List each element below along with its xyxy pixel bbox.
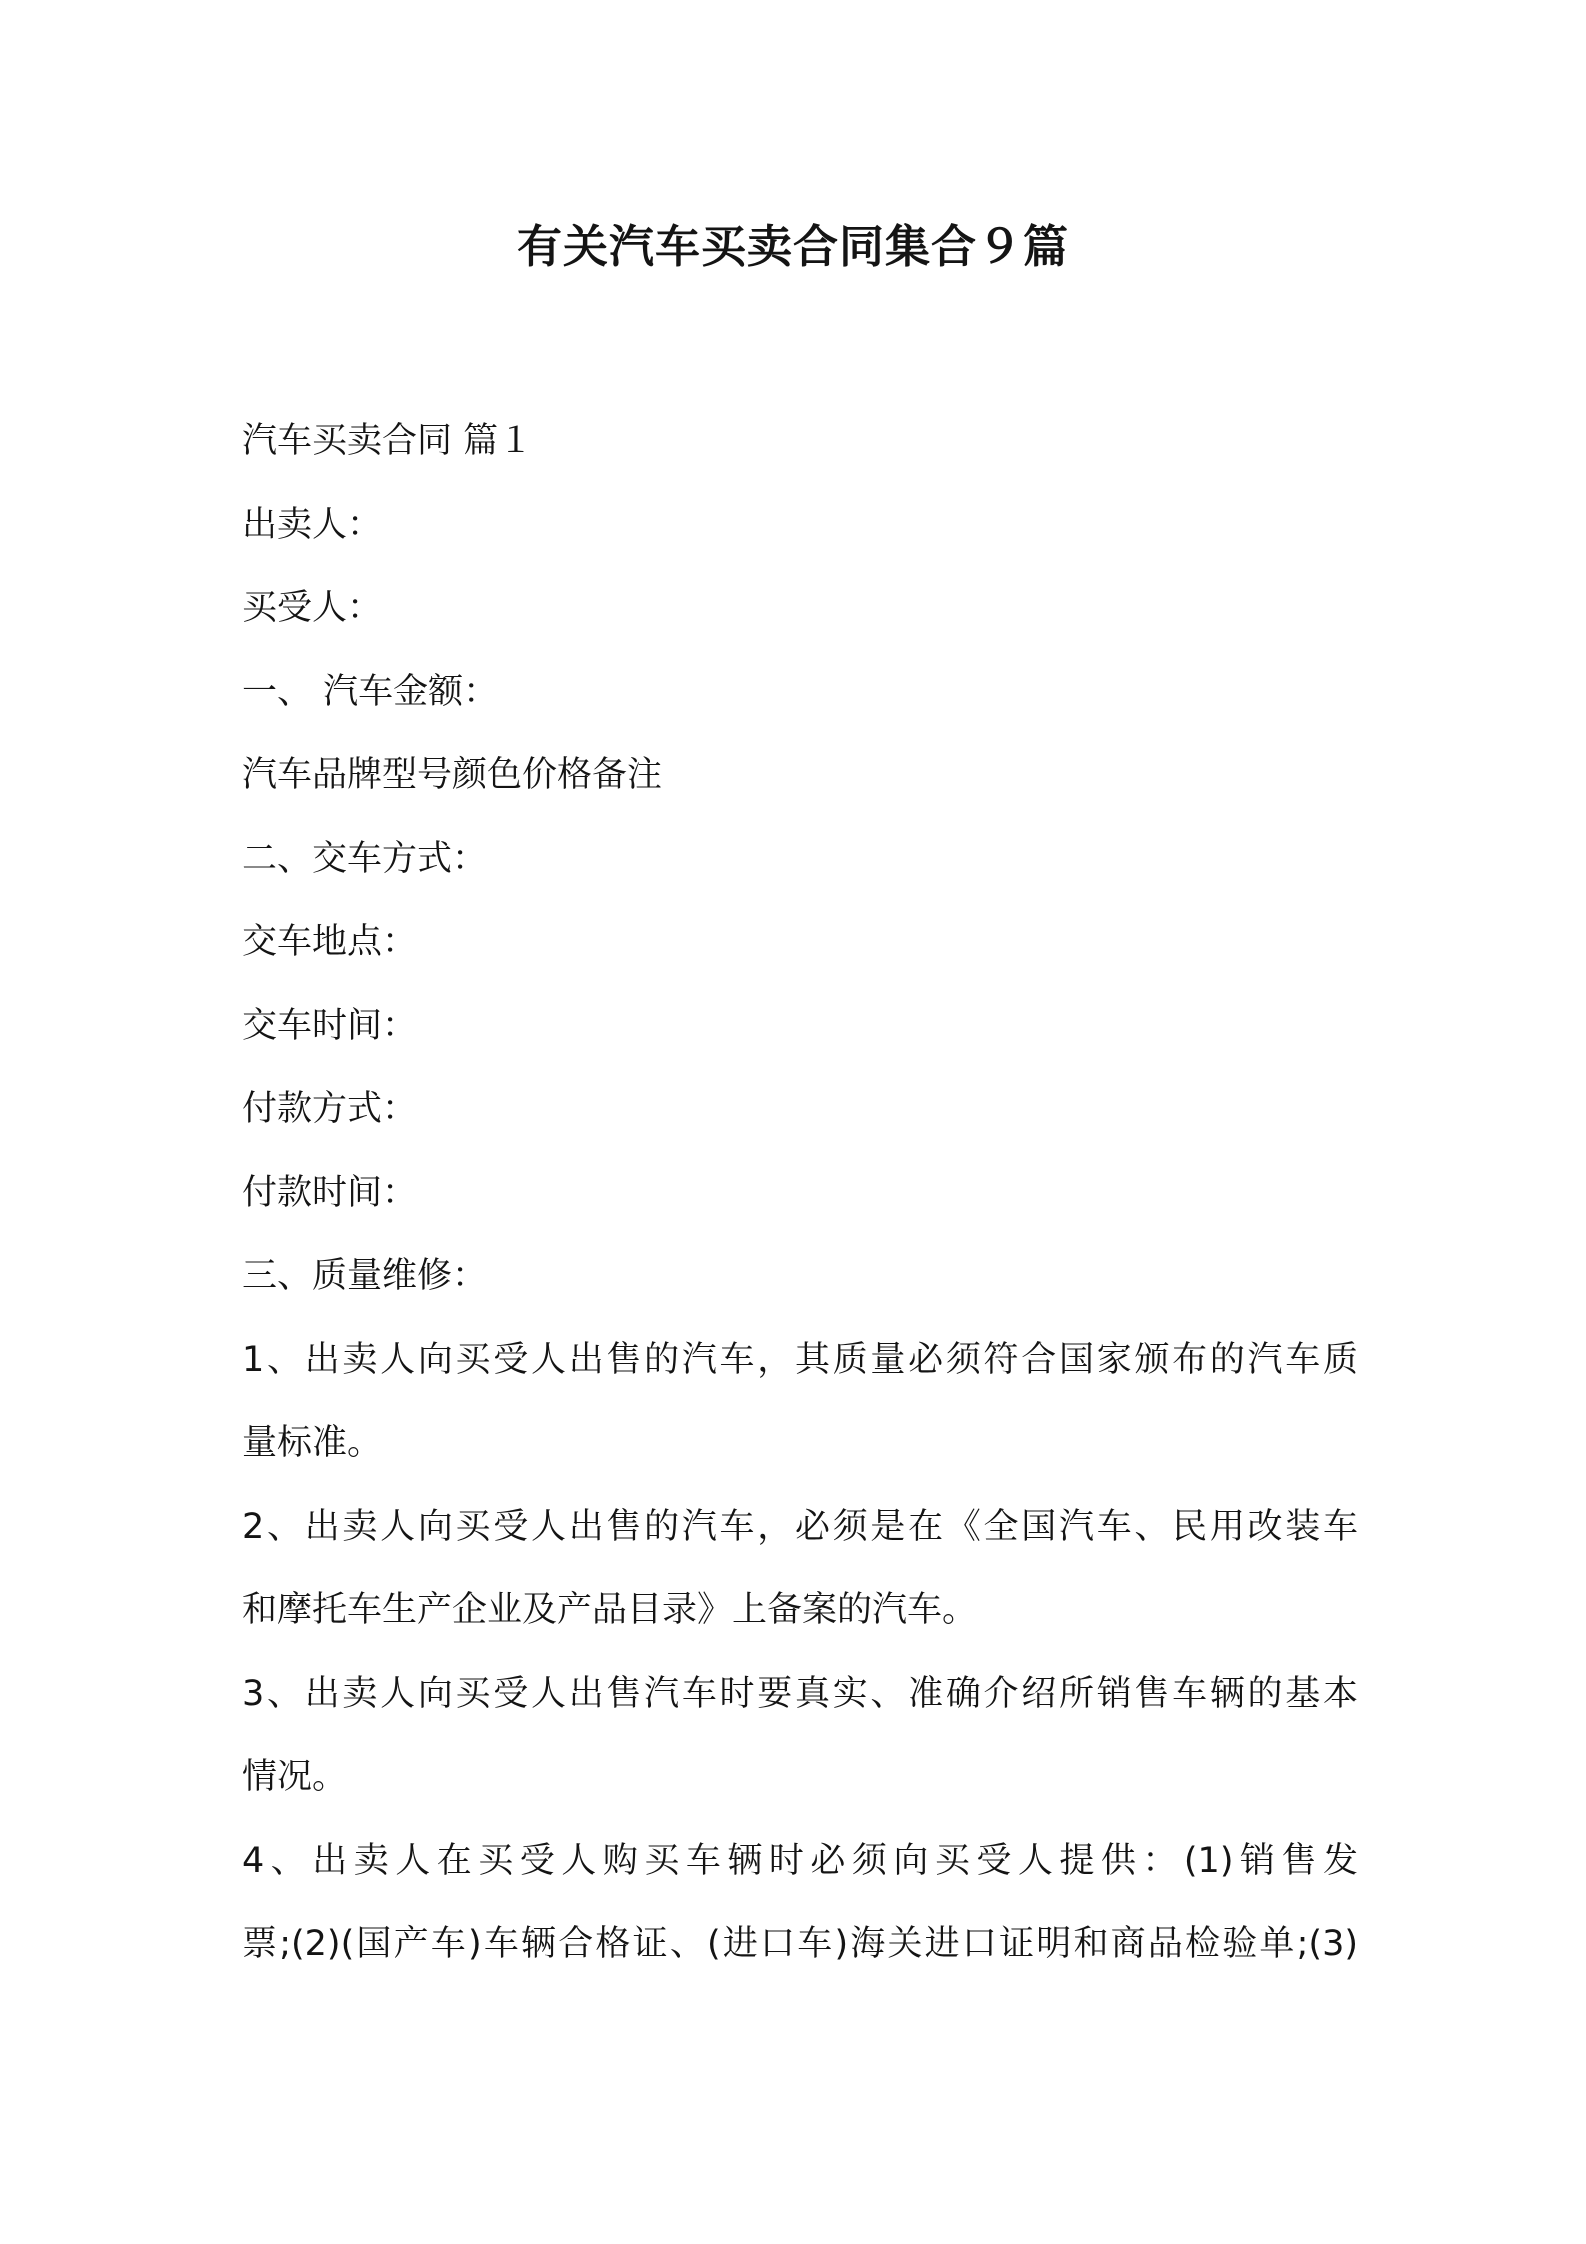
clause-3-heading: 三、质量维修：: [242, 1256, 488, 1296]
paragraph-line: 量标准。: [242, 1423, 383, 1463]
delivery-location-label: 交车地点：: [242, 922, 418, 962]
paragraph-line: 2、出卖人向买受人出售的汽车，必须是在《全国汽车、民用改装车: [242, 1506, 1358, 1547]
payment-time-label: 付款时间：: [242, 1172, 418, 1213]
section-heading-part-1: 汽车买卖合同 篇１: [242, 421, 534, 461]
document-title: 有关汽车买卖合同集合９篇: [516, 220, 1069, 273]
paragraph-line: 票;(2)(国产车)车辆合格证、(进口车)海关进口证明和商品检验单;(3): [242, 1924, 1358, 1964]
paragraph-line: 情况。: [242, 1757, 348, 1797]
clause-2-heading: 二、交车方式：: [242, 838, 488, 879]
delivery-time-label: 交车时间：: [242, 1005, 418, 1046]
buyer-field-label: 买受人：: [242, 588, 383, 628]
paragraph-line: 和摩托车生产企业及产品目录》上备案的汽车。: [242, 1590, 978, 1630]
payment-method-label: 付款方式：: [242, 1089, 418, 1129]
seller-field-label: 出卖人：: [242, 504, 383, 545]
vehicle-info-columns: 汽车品牌型号颜色价格备注: [242, 755, 663, 795]
clause-1-heading: 一、 汽车金额：: [242, 671, 499, 712]
paragraph-line: 4、出卖人在买受人购买车辆时必须向买受人提供：(1)销售发: [242, 1840, 1358, 1881]
paragraph-line: 1、出卖人向买受人出售的汽车，其质量必须符合国家颁布的汽车质: [242, 1339, 1358, 1380]
paragraph-line: 3、出卖人向买受人出售汽车时要真实、准确介绍所销售车辆的基本: [242, 1673, 1358, 1714]
document-body: [242, 400, 1358, 1987]
